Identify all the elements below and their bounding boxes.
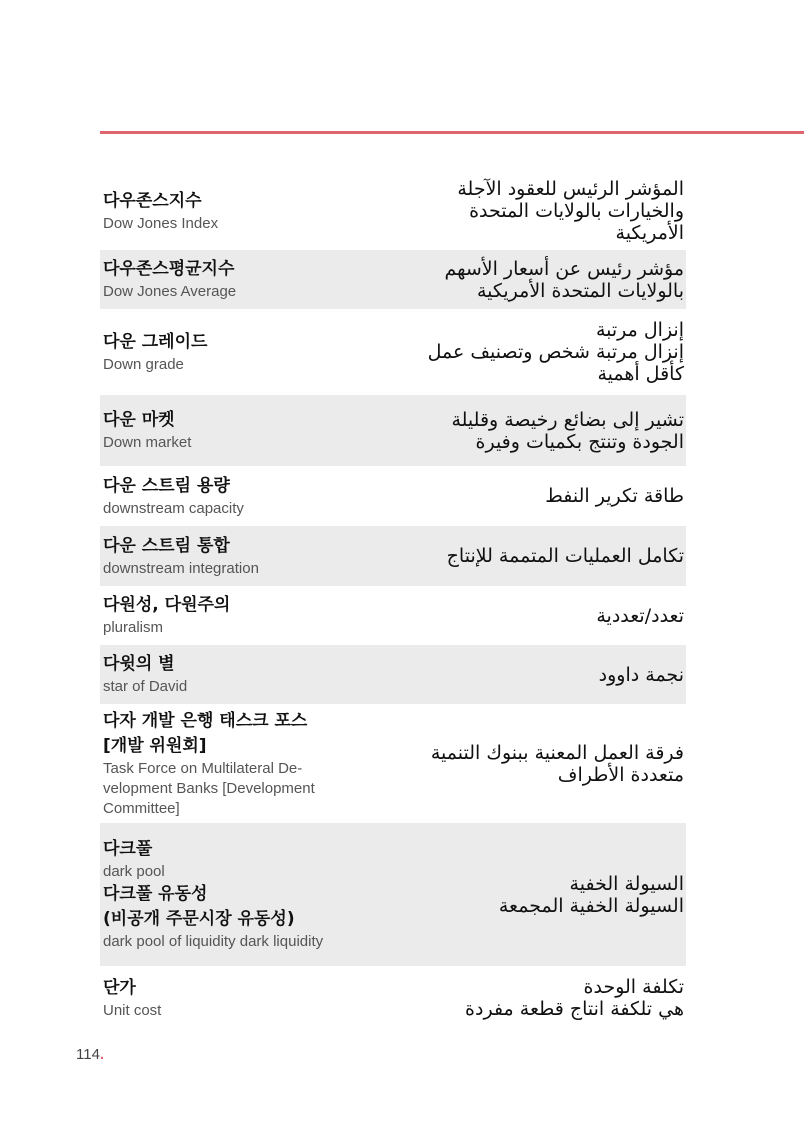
arabic-line: طاقة تكرير النفط [545, 485, 684, 507]
korean-term: 다원성, 다원주의 [103, 595, 231, 615]
korean-term: 다운 그레이드 [103, 331, 208, 352]
arabic-translation [370, 664, 686, 686]
arabic-translation [370, 178, 686, 244]
korean-term: 다우존스평균지수 [103, 259, 235, 279]
english-term: Dow Jones Average [103, 283, 237, 300]
english-term: downstream capacity [103, 499, 244, 517]
korean-term: 다크풀 [103, 839, 153, 859]
korean-term: 다크풀 유동성 [103, 884, 208, 904]
arabic-line: السيولة الخفية المجمعة [498, 894, 684, 917]
glossary-entry [100, 966, 686, 1030]
arabic-translation [370, 873, 686, 917]
glossary-entry [100, 466, 686, 526]
korean-term: 다윗의 별 [103, 654, 175, 674]
arabic-translation [370, 409, 686, 453]
arabic-line: إنزال مرتبة شخص وتصنيف عمل [427, 341, 684, 363]
arabic-line: تكلفة الوحدة [583, 976, 684, 998]
korean-term: 다운 스트림 통합 [103, 535, 230, 556]
korean-english-cell [100, 474, 370, 519]
arabic-line: مؤشر رئيس عن أسعار الأسهم [444, 257, 684, 280]
english-term: star of David [103, 678, 188, 695]
english-term: dark pool of liquidity dark liquidity [103, 933, 324, 950]
arabic-line: المؤشر الرئيس للعقود الآجلة [457, 178, 684, 200]
english-term: Down grade [103, 355, 184, 373]
glossary-entry [100, 309, 686, 395]
arabic-line: والخيارات بالولايات المتحدة [469, 200, 684, 222]
glossary-entry [100, 172, 686, 250]
page-number-dot: . [99, 1046, 105, 1063]
arabic-line: هي تلكفة انتاج قطعة مفردة [465, 998, 684, 1020]
arabic-line: الأمريكية [615, 222, 684, 244]
korean-english-cell [100, 652, 370, 697]
arabic-translation [370, 976, 686, 1020]
korean-term: (비공개 주문시장 유동성) [103, 909, 295, 929]
korean-english-cell [100, 408, 370, 453]
korean-english-cell [100, 837, 370, 952]
english-term: downstream integration [103, 559, 259, 577]
korean-term: [개발 위원회] [103, 735, 207, 756]
glossary-entry [100, 704, 686, 823]
english-term: dark pool [103, 863, 165, 880]
arabic-line: فرقة العمل المعنية ببنوك التنمية [430, 741, 684, 764]
page-number [76, 1046, 104, 1063]
korean-term: 다우존스지수 [103, 190, 202, 211]
english-term: Task Force on Multilateral De-velopment Banks [Development Committee] [103, 759, 315, 817]
glossary-entry [100, 526, 686, 586]
arabic-line: كأقل أهمية [597, 363, 684, 385]
arabic-line: السيولة الخفية [569, 872, 684, 895]
korean-english-cell [100, 330, 370, 375]
glossary-entry [100, 395, 686, 466]
arabic-line: الجودة وتنتج بكميات وفيرة [475, 430, 684, 453]
english-term: pluralism [103, 619, 164, 636]
korean-english-cell [100, 709, 370, 819]
korean-term: 다운 스트림 용량 [103, 475, 230, 496]
arabic-translation [370, 742, 686, 786]
english-term: Dow Jones Index [103, 214, 219, 232]
korean-term: 단가 [103, 977, 136, 998]
arabic-line: بالولايات المتحدة الأمريكية [476, 279, 684, 302]
arabic-line: تعدد/تعددية [596, 604, 684, 627]
korean-term: 다자 개발 은행 태스크 포스 [103, 710, 308, 731]
top-accent-rule [100, 131, 804, 134]
glossary-entry [100, 823, 686, 966]
arabic-translation [370, 605, 686, 627]
glossary-entry [100, 586, 686, 645]
arabic-line: إنزال مرتبة [595, 319, 684, 341]
english-term: Unit cost [103, 1001, 162, 1019]
korean-english-cell [100, 593, 370, 638]
korean-english-cell [100, 976, 370, 1021]
arabic-line: متعددة الأطراف [557, 763, 684, 786]
arabic-line: نجمة داوود [598, 663, 684, 686]
glossary-entry [100, 250, 686, 309]
arabic-translation [370, 319, 686, 385]
arabic-line: تشير إلى بضائع رخيصة وقليلة [451, 408, 684, 431]
arabic-translation [370, 485, 686, 507]
korean-english-cell [100, 257, 370, 302]
arabic-translation [370, 545, 686, 567]
page-number-value: 114 [76, 1046, 100, 1063]
korean-english-cell [100, 189, 370, 234]
korean-english-cell [100, 534, 370, 579]
arabic-line: تكامل العمليات المتممة للإنتاج [446, 545, 684, 567]
arabic-translation [370, 258, 686, 302]
glossary-entry [100, 645, 686, 704]
english-term: Down market [103, 434, 192, 451]
glossary-table [100, 172, 686, 1030]
korean-term: 다운 마켓 [103, 410, 175, 430]
